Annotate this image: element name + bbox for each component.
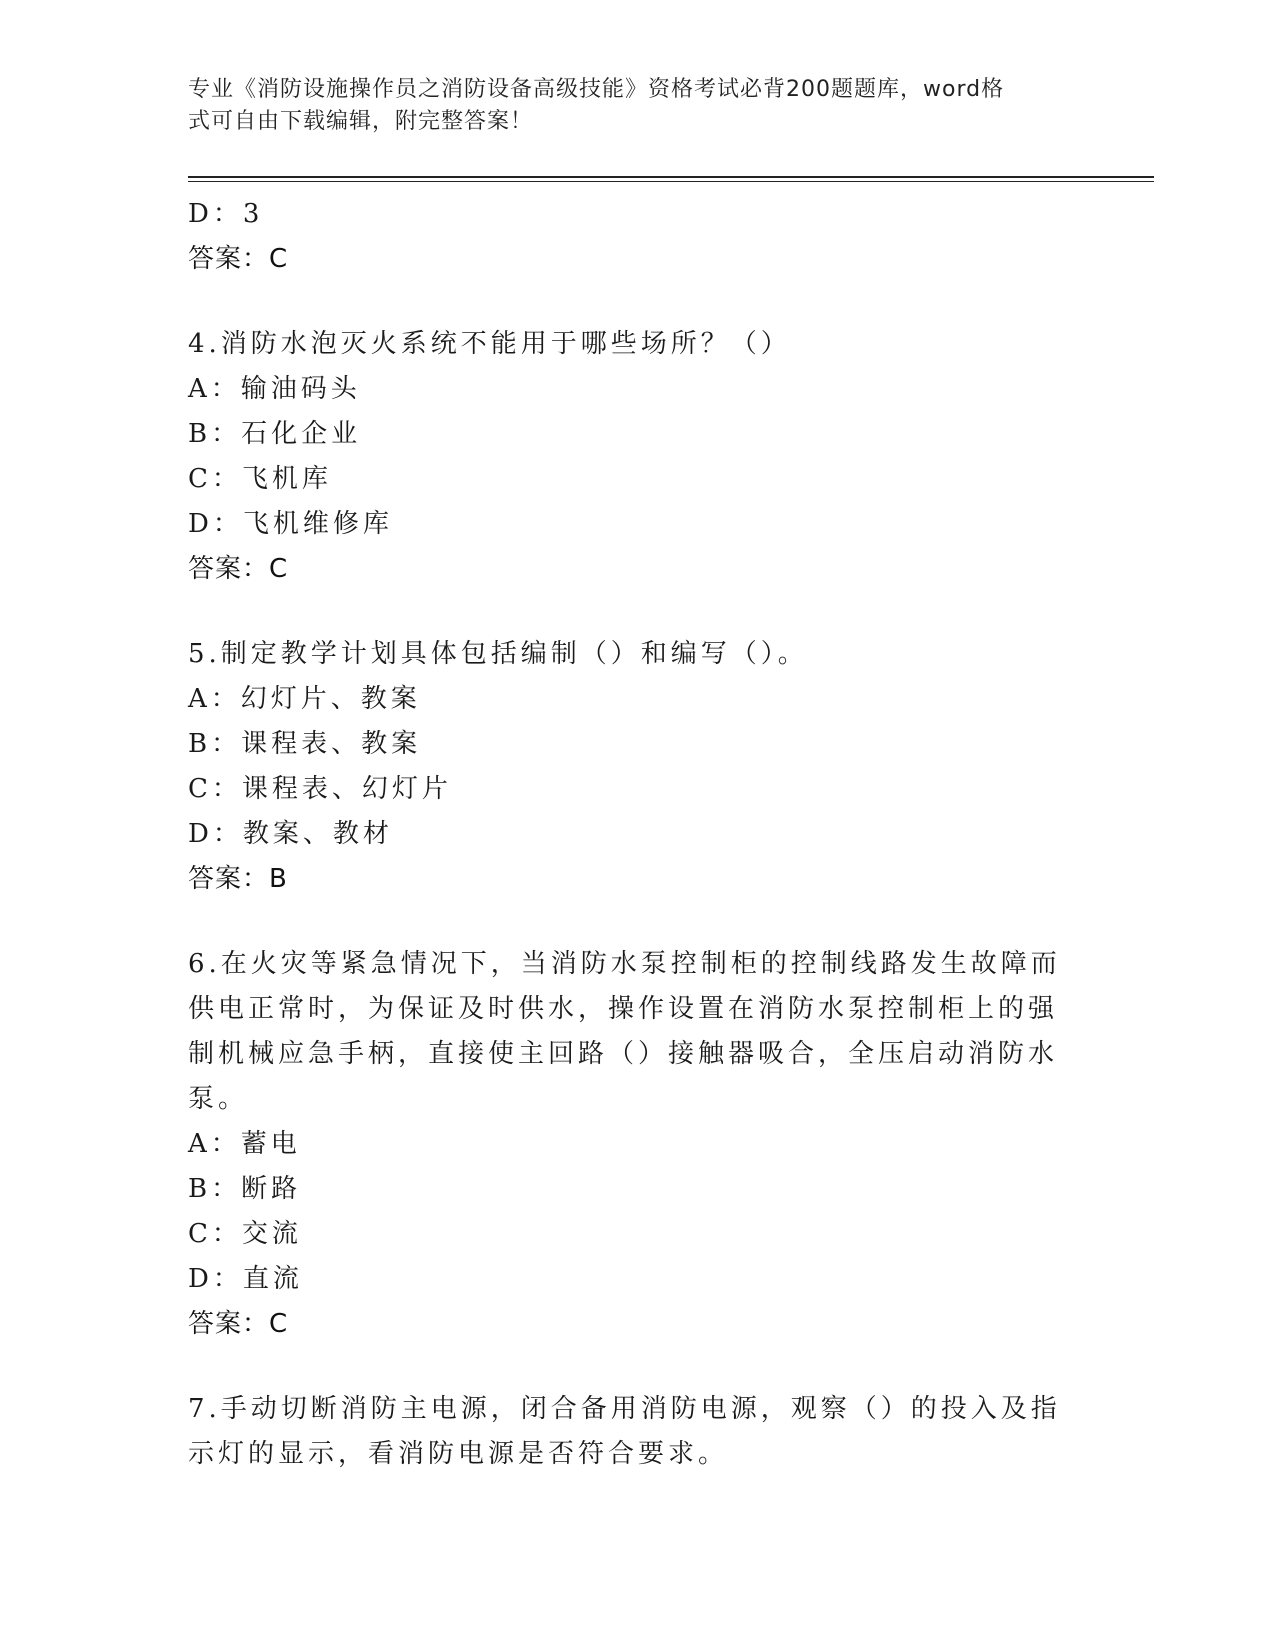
option-b: B：课程表、教案 — [188, 729, 422, 759]
question-7 — [188, 1387, 1068, 1477]
answer: 答案：B — [188, 864, 288, 894]
question-text: 7.手动切断消防主电源，闭合备用消防电源，观察（）的投入及指示灯的显示，看消防电源是否符合要求。 — [188, 1394, 1061, 1469]
question-text: 6.在火灾等紧急情况下，当消防水泵控制柜的控制线路发生故障而供电正常时，为保证及时供水，操作设置在消防水泵控制柜上的强制机械应急手柄，直接使主回路（）接触器吸合，全压启动消防水泵。 — [188, 949, 1061, 1114]
page-header — [188, 74, 1068, 138]
option-d: D：飞机维修库 — [188, 509, 393, 539]
header-rule-thick — [188, 176, 1154, 178]
option-c: C：飞机库 — [188, 464, 332, 494]
option-a: A：幻灯片、教案 — [188, 684, 421, 714]
option-c: C：课程表、幻灯片 — [188, 774, 452, 804]
answer: 答案：C — [188, 554, 289, 584]
option-d: D：教案、教材 — [188, 819, 393, 849]
answer: 答案：C — [188, 1309, 289, 1339]
option-d: D：直流 — [188, 1264, 303, 1294]
option-b: B：石化企业 — [188, 419, 362, 449]
question-text: 4.消防水泡灭火系统不能用于哪些场所？（） — [188, 329, 791, 359]
spacer — [188, 1347, 1068, 1387]
question-list — [188, 192, 1068, 1477]
spacer — [188, 592, 1068, 632]
question-text: 5.制定教学计划具体包括编制（）和编写（）。 — [188, 639, 808, 669]
spacer — [188, 282, 1068, 322]
spacer — [188, 902, 1068, 942]
header-line-1: 专业《消防设施操作员之消防设备高级技能》资格考试必背200题题库，word格 — [188, 77, 1005, 102]
answer: 答案：C — [188, 244, 289, 274]
option-a: A：输油码头 — [188, 374, 361, 404]
question-4 — [188, 322, 1068, 592]
option-a: A：蓄电 — [188, 1129, 301, 1159]
header-line-2: 式可自由下载编辑，附完整答案！ — [188, 109, 534, 134]
question-6 — [188, 942, 1068, 1347]
option-c: C：交流 — [188, 1219, 302, 1249]
question-5 — [188, 632, 1068, 902]
question-3-tail — [188, 192, 1068, 282]
option-d: D：3 — [188, 199, 264, 229]
header-rule-thin — [188, 181, 1154, 182]
option-b: B：断路 — [188, 1174, 302, 1204]
